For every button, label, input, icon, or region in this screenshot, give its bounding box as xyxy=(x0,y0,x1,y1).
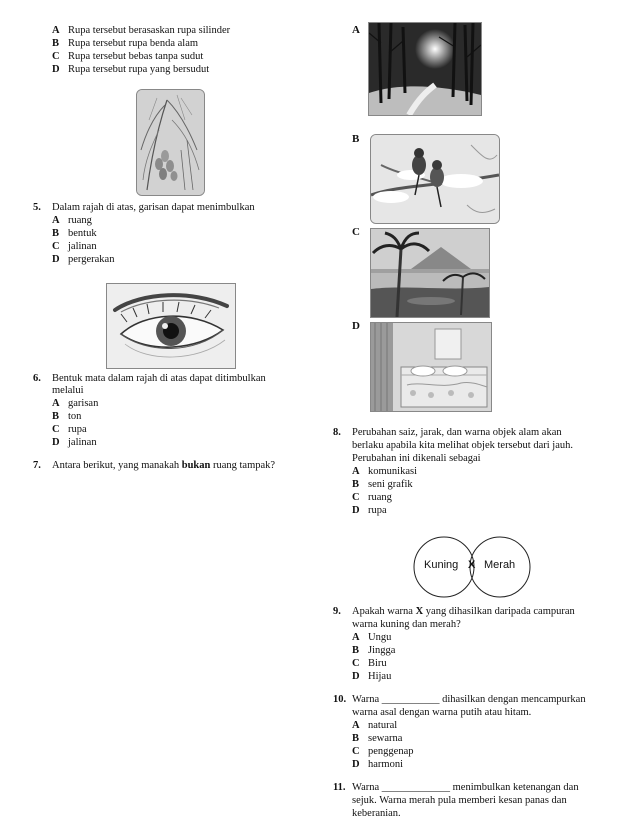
q6-text-line2: melalui xyxy=(52,385,84,396)
q9-number: 9. xyxy=(333,606,341,617)
q9-text-line2: warna kuning dan merah? xyxy=(352,619,461,630)
q10-option-b: B sewarna xyxy=(352,733,403,744)
q9-text-line1: Apakah warna X yang dihasilkan daripada campuran xyxy=(352,606,575,617)
q5-option-b: B bentuk xyxy=(52,228,97,239)
q7-label-d: D xyxy=(352,320,360,332)
q4-option-a: A Rupa tersebut berasaskan rupa silinder xyxy=(52,25,231,36)
q9-option-a: A Ungu xyxy=(352,632,392,643)
q5-option-c: C jalinan xyxy=(52,241,97,252)
q9-option-d: D Hijau xyxy=(352,671,392,682)
q4-option-c: C Rupa tersebut bebas tanpa sudut xyxy=(52,51,204,62)
q5-text: Dalam rajah di atas, garisan dapat menimbulkan xyxy=(52,202,255,213)
q8-text-line1: Perubahan saiz, jarak, dan warna objek alam akan xyxy=(352,427,562,438)
q5-number: 5. xyxy=(33,202,41,213)
q6-option-b: B ton xyxy=(52,411,82,422)
banana-plant-drawing xyxy=(136,89,205,196)
q6-text-line1: Bentuk mata dalam rajah di atas dapat ditimbulkan xyxy=(52,373,266,384)
q11-text-line2: sejuk. Warna merah pula memberi kesan panas dan xyxy=(352,795,567,806)
q7-image-c-tropical-landscape xyxy=(370,228,490,318)
q8-text-line2: berlaku apabila kita melihat objek tersebut dari jauh. xyxy=(352,440,574,451)
q6-option-a: A garisan xyxy=(52,398,99,409)
q7-label-a: A xyxy=(352,24,360,36)
q10-option-a: A natural xyxy=(352,720,398,731)
venn-label-center: X xyxy=(468,559,476,571)
q8-option-c: C ruang xyxy=(352,492,392,503)
q7-text: Antara berikut, yang manakah bukan ruang tampak? xyxy=(52,460,276,471)
q6-number: 6. xyxy=(33,373,41,384)
q7-image-d-bedroom xyxy=(370,322,492,412)
q10-text-line2: warna asal dengan warna putih atau hitam. xyxy=(352,707,532,718)
q8-text-line3: Perubahan ini dikenali sebagai xyxy=(352,453,481,464)
q8-option-b: B seni grafik xyxy=(352,479,413,490)
q7-label-b: B xyxy=(352,133,360,145)
venn-label-left: Kuning xyxy=(424,559,459,571)
q6-option-d: D jalinan xyxy=(52,437,97,448)
q5-option-a: A ruang xyxy=(52,215,92,226)
q11-number: 11. xyxy=(333,782,346,793)
q10-number: 10. xyxy=(333,694,347,705)
q8-option-d: D rupa xyxy=(352,505,387,516)
q10-option-d: D harmoni xyxy=(352,759,403,770)
venn-diagram xyxy=(412,535,532,599)
q11-text-line3: keberanian. xyxy=(352,808,401,819)
q9-option-c: C Biru xyxy=(352,658,387,669)
q10-option-c: C penggenap xyxy=(352,746,414,757)
q7-number: 7. xyxy=(33,460,41,471)
venn-label-right: Merah xyxy=(484,559,516,571)
q8-option-a: A komunikasi xyxy=(352,466,417,477)
eye-drawing xyxy=(106,283,236,369)
q7-label-c: C xyxy=(352,226,360,238)
q11-text-line1: Warna _____________ menimbulkan ketenangan dan xyxy=(352,782,579,793)
q7-image-a-night-forest xyxy=(368,22,482,116)
q4-option-b: B Rupa tersebut rupa benda alam xyxy=(52,38,199,49)
q7-image-b-birds-snow xyxy=(370,134,500,224)
q4-option-d: D Rupa tersebut rupa yang bersudut xyxy=(52,64,210,75)
q10-text-line1: Warna ___________ dihasilkan dengan mencampurkan xyxy=(352,694,586,705)
q9-option-b: B Jingga xyxy=(352,645,396,656)
q5-option-d: D pergerakan xyxy=(52,254,115,265)
q8-number: 8. xyxy=(333,427,341,438)
q6-option-c: C rupa xyxy=(52,424,87,435)
